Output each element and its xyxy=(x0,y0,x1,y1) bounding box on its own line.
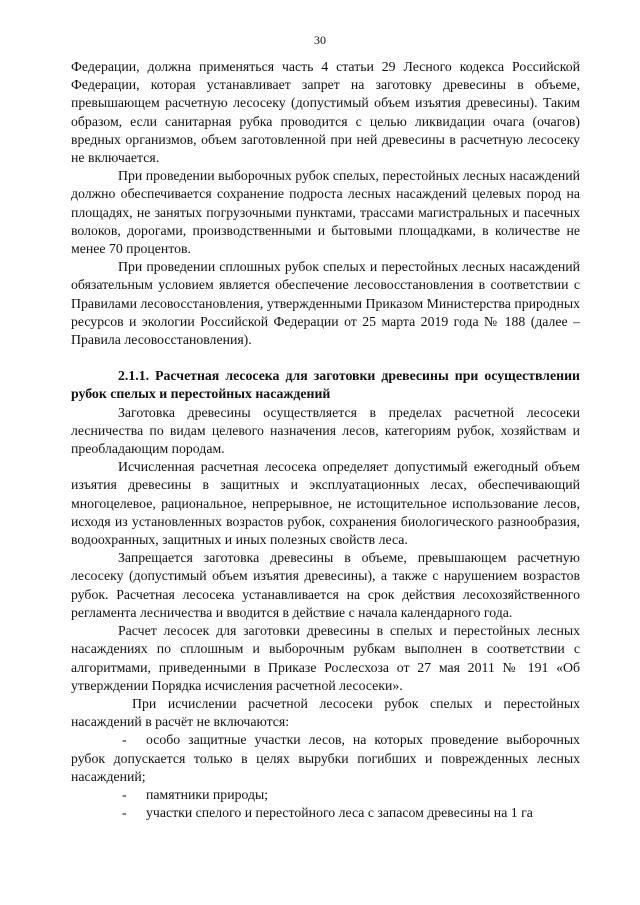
list-item xyxy=(71,731,580,786)
paragraph-prohibition: Запрещается заготовка древесины в объеме, превышающем расчетную лесосеку (допустимый объем изъятия древесины), а также с нарушением возрастов рубок. Расчетная лесосека устанавливается на срок действия лесохозяйственного регламента лесничества и вводится в действие с начала календарного года. xyxy=(71,550,580,620)
paragraph-calculation-method: Расчет лесосек для заготовки древесины в спелых и перестойных лесных насаждениях по сплошным и выборочным рубкам выполнен в соответствии с алгоритмами, приведенными в Приказе Рослесхоза от 27 мая 2011 № 191 «Об утверждении Порядка исчисления расчетной лесосеки». xyxy=(71,623,580,693)
list-dash: - xyxy=(122,732,127,748)
list-item-text: участки спелого и перестойного леса с запасом древесины на 1 га xyxy=(146,805,533,821)
paragraph-continuation: Федерации, должна применяться часть 4 статьи 29 Лесного кодекса Российской Федерации, которая устанавливает запрет на заготовку древесины в объеме, превышающем расчетную лесосеку (допустимый объем изъятия древесины). Таким образом, если санитарная рубка проводится с целью ликвидации очага (очагов) вредных организмов, объем заготовленной при ней древесины в расчетную лесосеку не включается. xyxy=(71,59,580,166)
list-dash: - xyxy=(122,805,127,821)
list-item-text: памятники природы; xyxy=(146,786,269,802)
paragraph-calculated-cutting-area: Исчисленная расчетная лесосека определяет допустимый ежегодный объем изъятия древесины в защитных и эксплуатационных лесах, обеспечивающий многоцелевое, рациональное, непрерывное, не истощительное использование лесов, исходя из установленных возрастов рубок, сохранения биологического разнообразия, водоохранных, защитных и иных полезных свойств леса. xyxy=(71,459,580,548)
list-dash: - xyxy=(122,786,127,802)
paragraph-harvesting-limits: Заготовка древесины осуществляется в пределах расчетной лесосеки лесничества по видам целевого назначения лесов, категориям рубок, хозяйствам и преобладающим породам. xyxy=(71,404,580,457)
paragraph-selective-cutting: При проведении выборочных рубок спелых, перестойных лесных насаждений должно обеспечивается сохранение подроста лесных насаждений целевых пород на площадях, не занятых погрузочными пунктами, трассами магистральных и пасечных волоков, дорогами, производственными и бытовыми площадками, в количестве не менее 70 процентов. xyxy=(71,168,580,257)
paragraph-clear-cutting: При проведении сплошных рубок спелых и перестойных лесных насаждений обязательным условием является обеспечение лесовосстановления в соответствии с Правилами лесовосстановления, утвержденными Приказом Министерства природных ресурсов и экологии Российской Федерации от 25 марта 2019 года № 188 (далее – Правила лесовосстановления). xyxy=(71,259,580,348)
list-item xyxy=(71,804,580,822)
paragraph-list-intro: При исчислении расчетной лесосеки рубок спелых и перестойных насаждений в расчёт не включаются: xyxy=(71,695,580,730)
list-item xyxy=(71,786,580,804)
page-body xyxy=(71,58,580,822)
exclusion-list xyxy=(71,731,580,822)
page-number: 30 xyxy=(314,33,326,47)
section-heading: 2.1.1. Расчетная лесосека для заготовки древесины при осуществлении рубок спелых и перестойных насаждений xyxy=(71,368,580,402)
list-item-text: особо защитные участки лесов, на которых проведение выборочных рубок допускается только в целях вырубки погибших и поврежденных лесных насаждений; xyxy=(71,732,580,784)
